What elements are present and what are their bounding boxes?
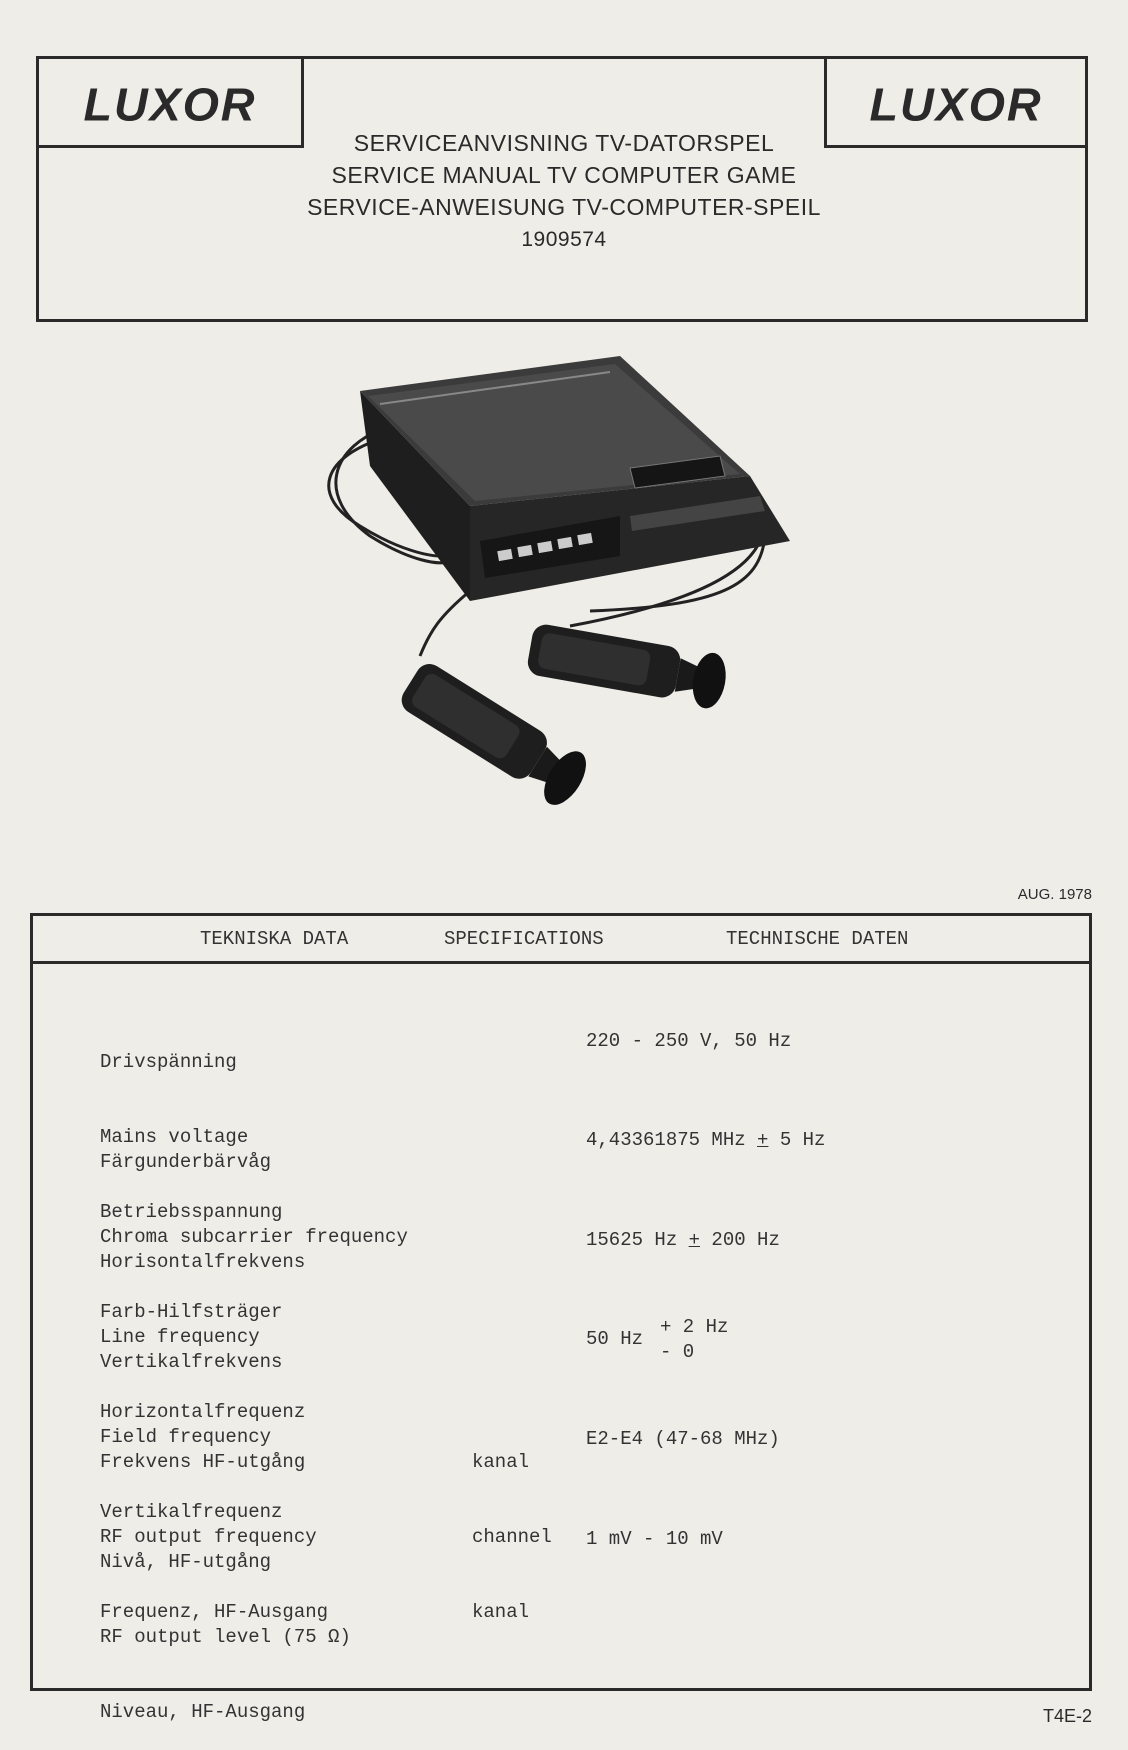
title-swedish: SERVICEANVISNING TV-DATORSPEL xyxy=(353,130,775,156)
label-de: Horizontalfrequenz xyxy=(100,1401,306,1423)
label-sv: Drivspänning xyxy=(100,1051,237,1073)
header-divider xyxy=(30,961,1092,964)
label-en: Line frequency xyxy=(100,1326,260,1348)
svg-text:LUXOR: LUXOR xyxy=(869,78,1043,131)
label-en: Field frequency xyxy=(100,1426,272,1448)
spec-label xyxy=(100,1500,351,1750)
spec-value xyxy=(586,1229,780,1251)
value-part: 15625 Hz xyxy=(586,1229,689,1251)
value-part: 5 Hz xyxy=(768,1129,826,1151)
value-part: 200 Hz xyxy=(700,1229,780,1251)
publication-date: AUG. 1978 xyxy=(1017,886,1092,903)
page-identifier: T4E-2 xyxy=(1042,1706,1092,1726)
label-sv: Nivå, HF-utgång xyxy=(100,1551,272,1573)
channel-de: kanal xyxy=(472,1601,530,1623)
channel-label xyxy=(472,1400,552,1650)
plus-minus-sign: + xyxy=(757,1129,769,1151)
tolerance-lower: - 0 xyxy=(660,1341,695,1363)
plus-minus-sign: + xyxy=(688,1229,701,1251)
label-en: RF output frequency xyxy=(100,1526,317,1548)
header-swedish: TEKNISKA DATA xyxy=(200,928,349,950)
title-german: SERVICE-ANWEISUNG TV-COMPUTER-SPEIL xyxy=(307,194,821,220)
header-english: SPECIFICATIONS xyxy=(444,928,604,950)
channel-sv: kanal xyxy=(472,1451,530,1473)
label-sv: Frekvens HF-utgång xyxy=(100,1451,306,1473)
label-de: Farb-Hilfsträger xyxy=(100,1301,283,1323)
label-en: RF output level (75 Ω) xyxy=(100,1626,351,1648)
label-sv: Vertikalfrekvens xyxy=(100,1351,283,1373)
spec-value: 50 Hz xyxy=(586,1328,644,1350)
label-de: Betriebsspannung xyxy=(100,1201,283,1223)
model-number: 1909574 xyxy=(521,228,607,251)
spec-value: 1 mV - 10 mV xyxy=(586,1528,723,1550)
label-de: Vertikalfrequenz xyxy=(100,1501,283,1523)
label-de: Frequenz, HF-Ausgang xyxy=(100,1601,329,1623)
label-sv: Horisontalfrekvens xyxy=(100,1251,306,1273)
title-english: SERVICE MANUAL TV COMPUTER GAME xyxy=(331,162,797,188)
product-photo xyxy=(320,356,800,876)
tolerance-upper: + 2 Hz xyxy=(660,1316,729,1338)
svg-text:LUXOR: LUXOR xyxy=(83,78,257,131)
value-part: 4,43361875 MHz xyxy=(586,1129,758,1151)
header-german: TECHNISCHE DATEN xyxy=(726,928,909,950)
spec-value: E2-E4 (47-68 MHz) xyxy=(586,1428,780,1450)
channel-en: channel xyxy=(472,1526,552,1548)
label-de: Niveau, HF-Ausgang xyxy=(100,1701,306,1723)
label-en: Mains voltage xyxy=(100,1126,249,1148)
spec-value xyxy=(586,1129,825,1151)
spec-value: 220 - 250 V, 50 Hz xyxy=(586,1030,792,1052)
label-sv: Färgunderbärvåg xyxy=(100,1151,272,1173)
label-en: Chroma subcarrier frequency xyxy=(100,1226,408,1248)
